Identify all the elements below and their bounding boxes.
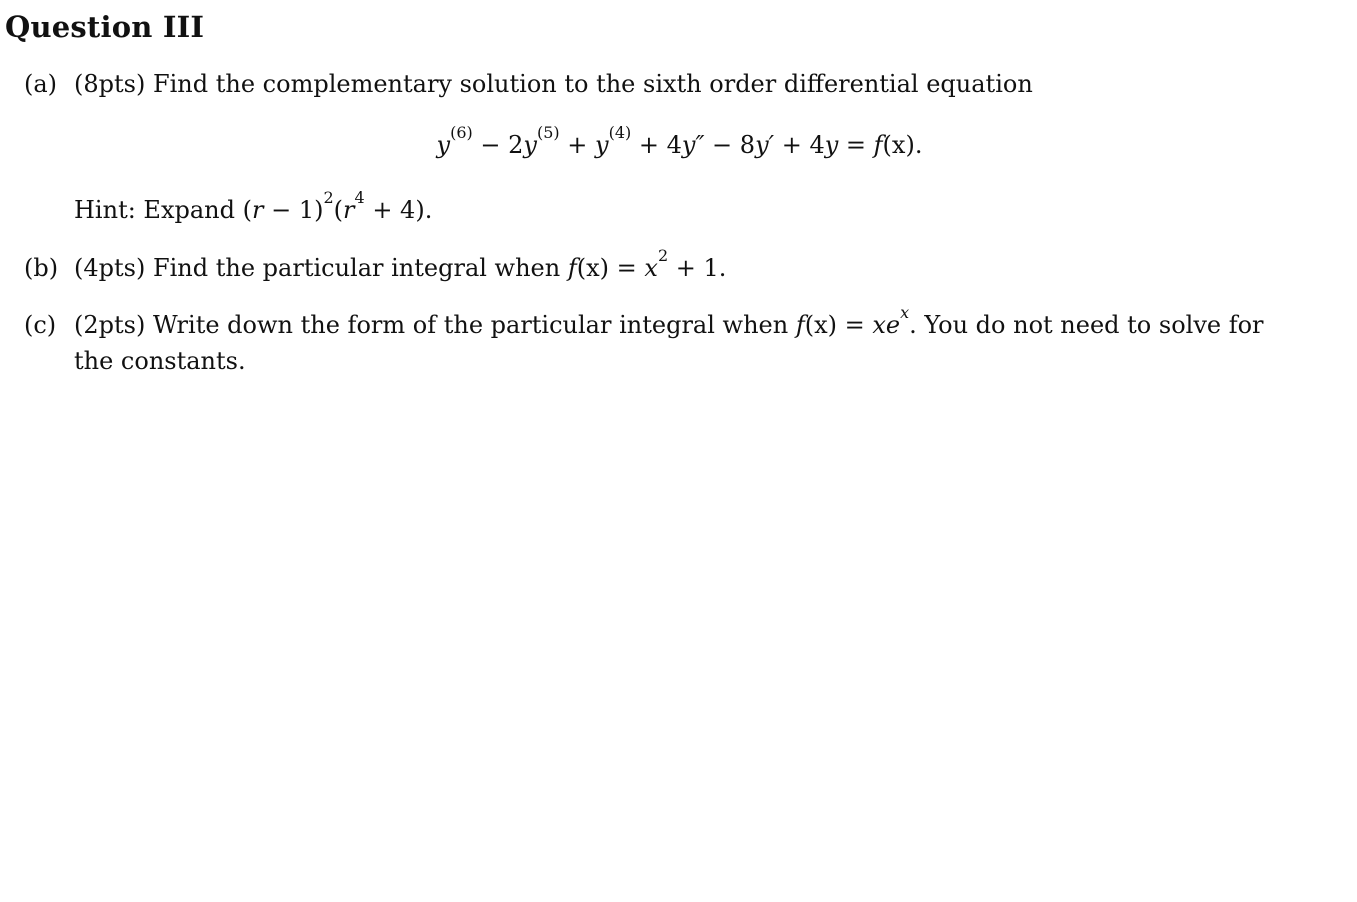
eq-sup-6: (6) (450, 123, 473, 143)
eq-arg: (x) (882, 131, 915, 159)
part-a-instruction: Find the complementary solution to the sixth order differential equation (152, 70, 1033, 98)
part-a-points: (8pts) (74, 70, 146, 98)
part-b-x: x (644, 254, 658, 282)
part-a-text (74, 66, 1033, 102)
eq-minus-2: − 8 (704, 131, 756, 159)
part-b-f: f (567, 254, 577, 282)
part-c-instruction: Write down the form of the particular integral when (152, 311, 796, 339)
part-c-pow: x (900, 303, 910, 323)
hint-r2: r (343, 196, 355, 224)
question-title: Question III (5, 10, 205, 44)
part-a-label: (a) (24, 70, 58, 98)
hint-square: 2 (323, 188, 334, 208)
part-b-eq: = (609, 254, 645, 282)
hint-end: + 4). (364, 196, 433, 224)
part-c-eq: = (836, 311, 873, 339)
part-b-instruction: Find the particular integral when (152, 254, 568, 282)
eq-term-y: y (824, 131, 839, 159)
hint-line (74, 188, 433, 228)
eq-plus-3: + 4 (774, 131, 825, 159)
eq-minus-1: − 2 (472, 131, 524, 159)
hint-open2: ( (333, 196, 344, 224)
part-c-f: f (795, 311, 805, 339)
hint-mid1: − 1) (263, 196, 324, 224)
part-c-line2: the constants. (74, 347, 246, 375)
eq-term-y5: y (523, 131, 537, 159)
part-b-label: (b) (24, 254, 59, 282)
part-c-text (74, 303, 1264, 343)
differential-equation (0, 123, 1357, 163)
hint-prefix: Hint: Expand ( (74, 196, 252, 224)
eq-plus-1: + (559, 131, 596, 159)
part-c-points: (2pts) (74, 311, 146, 339)
hint-pow4: 4 (354, 188, 365, 208)
part-c-arg: (x) (804, 311, 837, 339)
eq-sup-5: (5) (536, 123, 560, 143)
part-c-label: (c) (24, 311, 57, 339)
part-c-xe: xe (872, 311, 901, 339)
part-c-tail: . You do not need to solve for (909, 311, 1264, 339)
eq-end: . (914, 131, 923, 159)
eq-f: f (873, 131, 883, 159)
part-b-tail: + 1. (668, 254, 727, 282)
eq-term-y6: y (436, 131, 451, 159)
eq-term-y4: y (595, 131, 609, 159)
hint-r1: r (251, 196, 264, 224)
part-b-arg: (x) (576, 254, 610, 282)
eq-term-ypp: y″ (681, 131, 705, 159)
part-b-points: (4pts) (74, 254, 146, 282)
eq-sup-4: (4) (608, 123, 632, 143)
eq-term-yp: y′ (755, 131, 775, 159)
part-b-text (74, 246, 727, 286)
eq-equals: = (838, 131, 874, 159)
eq-plus-2: + 4 (631, 131, 682, 159)
part-b-pow: 2 (657, 246, 669, 266)
